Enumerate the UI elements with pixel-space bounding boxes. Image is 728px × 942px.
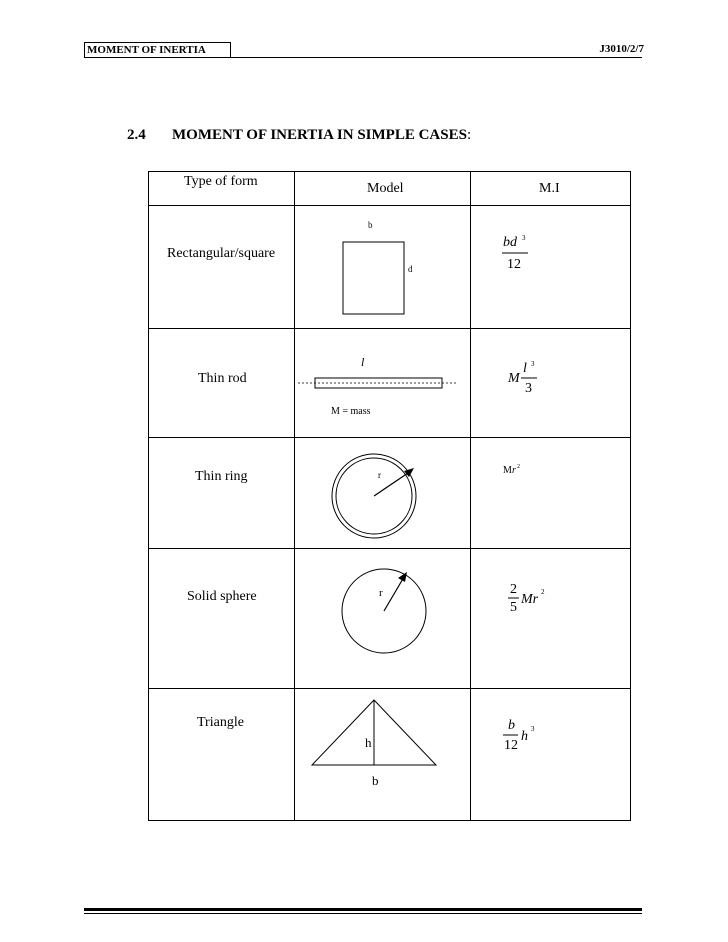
rectangle-shape [343, 242, 404, 314]
section-title-colon: : [466, 127, 472, 143]
rod-label-mass: M = mass [331, 406, 371, 417]
rect-mi-exponent: 3 [522, 234, 526, 242]
footer-rule-thin [84, 913, 642, 914]
form-thin-rod: Thin rod [198, 371, 247, 386]
header-code: J3010/2/7 [599, 43, 644, 55]
rect-mi-numerator: bd [503, 235, 517, 250]
triangle-label-h: h [365, 735, 372, 750]
rod-mi-denominator: 3 [525, 381, 532, 396]
rect-mi-denominator: 12 [507, 257, 521, 272]
ring-mi-base: M [503, 465, 512, 476]
triangle-mi-denominator: 12 [504, 738, 518, 753]
rod-mi-exponent: 3 [531, 360, 535, 368]
triangle-mi-rest: h [521, 729, 528, 744]
form-triangle: Triangle [197, 715, 244, 730]
triangle-mi-numerator: b [508, 718, 515, 733]
section-title-text: MOMENT OF INERTIA IN SIMPLE CASES [172, 127, 467, 143]
rect-label-b: b [368, 220, 373, 230]
ring-label-r: r [378, 470, 381, 480]
form-rectangular: Rectangular/square [167, 246, 276, 261]
sphere-label-r: r [379, 587, 383, 599]
form-solid-sphere: Solid sphere [187, 589, 257, 604]
footer-rule-thick [84, 908, 642, 911]
rect-label-d: d [408, 264, 413, 274]
ring-mi-var: r [512, 465, 516, 476]
rod-mi-numerator: l [523, 361, 527, 376]
sphere-mi-rest: Mr [521, 592, 539, 607]
triangle-mi-exponent: 3 [531, 725, 535, 733]
ring-mi-exponent: 2 [517, 464, 520, 470]
sphere-radius-line [384, 577, 404, 611]
header-title: MOMENT OF INERTIA [84, 42, 231, 58]
rod-mi-coef: M [508, 371, 520, 386]
header-mi: M.I [539, 181, 560, 196]
triangle-label-b: b [372, 773, 379, 788]
sphere-mi-exponent: 2 [541, 588, 545, 596]
header-model: Model [367, 181, 404, 196]
section-number: 2.4 [127, 127, 146, 143]
sphere-mi-denominator: 5 [510, 600, 517, 615]
sphere-mi-numerator: 2 [510, 582, 517, 597]
header-type-of-form: Type of form [184, 174, 258, 189]
rod-label-l: l [361, 355, 365, 369]
form-thin-ring: Thin ring [195, 469, 248, 484]
